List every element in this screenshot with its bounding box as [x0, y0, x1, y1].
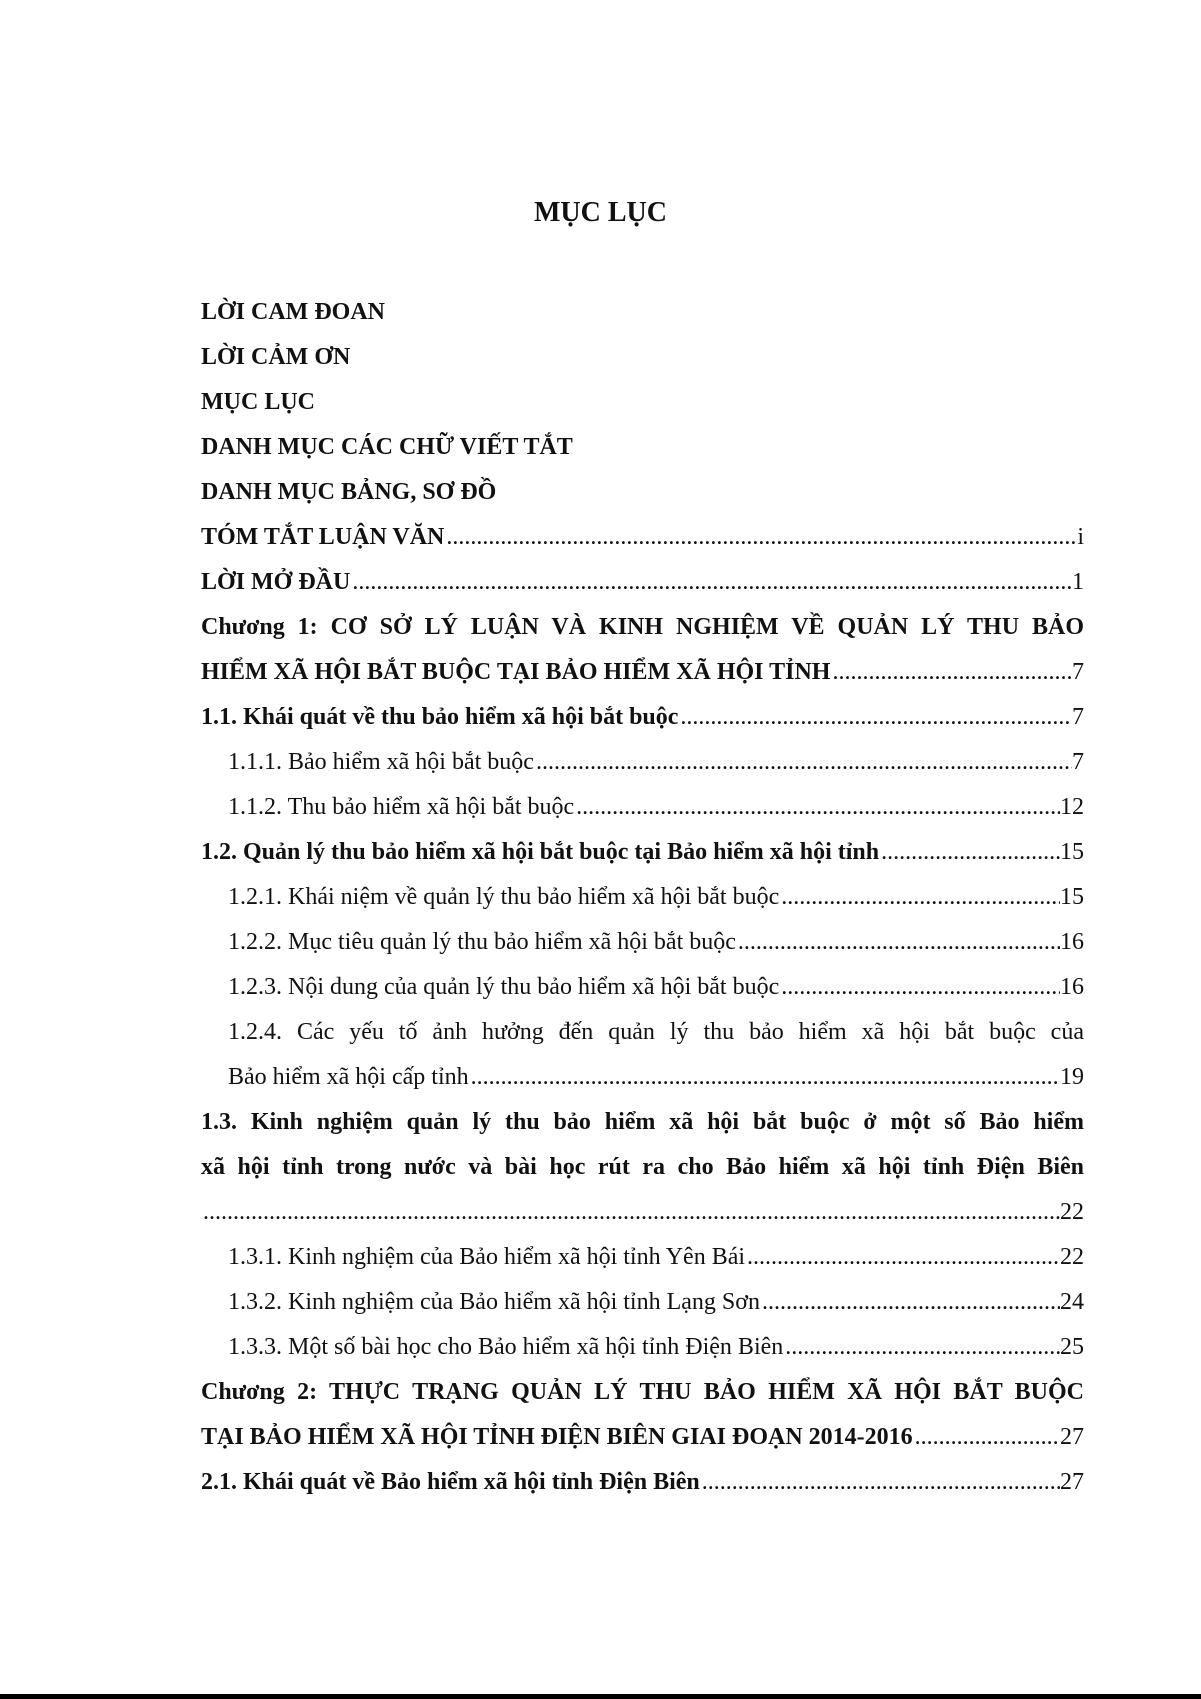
toc-entry-text: 1.2.1. Khái niệm về quản lý thu bảo hiểm xã hội bắt buộc [228, 884, 780, 910]
page-number: 27 [1060, 1469, 1084, 1495]
toc-entry-text: LỜI CẢM ƠN [201, 344, 351, 370]
dot-leader [444, 515, 1077, 560]
toc-entry [201, 875, 1084, 920]
toc-entry-text: 1.1.1. Bảo hiểm xã hội bắt buộc [228, 749, 534, 775]
dot-leader [879, 830, 1060, 875]
toc-entry-text: 1.3.2. Kinh nghiệm của Bảo hiểm xã hội tỉnh Lạng Sơn [228, 1289, 760, 1315]
page-number: 16 [1060, 974, 1084, 1000]
table-of-contents [201, 290, 1084, 1505]
toc-entry-text: DANH MỤC CÁC CHỮ VIẾT TẮT [201, 434, 573, 460]
toc-entry [201, 740, 1084, 785]
toc-entry-text: LỜI MỞ ĐẦU [201, 569, 351, 595]
page-number: 1 [1072, 569, 1084, 595]
dot-leader [830, 650, 1072, 695]
toc-entry [201, 965, 1084, 1010]
toc-entry-text: TẠI BẢO HIỂM XÃ HỘI TỈNH ĐIỆN BIÊN GIAI ĐOẠN 2014-2016 [201, 1424, 913, 1450]
page-number: 15 [1060, 839, 1084, 865]
toc-entry [201, 515, 1084, 560]
dot-leader [913, 1415, 1060, 1460]
toc-entry-text: 1.1.2. Thu bảo hiểm xã hội bắt buộc [228, 794, 575, 820]
toc-entry-text: TÓM TẮT LUẬN VĂN [201, 524, 445, 550]
page-number: i [1077, 524, 1084, 550]
toc-entry-text: Chương 2: THỰC TRẠNG QUẢN LÝ THU BẢO HIỂM XÃ HỘI BẮT BUỘC [201, 1379, 1084, 1405]
page-bottom-border [0, 1694, 1201, 1699]
dot-leader [534, 740, 1072, 785]
dot-leader [760, 1280, 1060, 1325]
toc-entry-text: 1.2.3. Nội dung của quản lý thu bảo hiểm xã hội bắt buộc [228, 974, 780, 1000]
toc-entry-text: 1.1. Khái quát về thu bảo hiểm xã hội bắt buộc [201, 704, 679, 730]
toc-entry [201, 470, 1084, 515]
toc-entry-text: 1.2.4. Các yếu tố ảnh hưởng đến quản lý thu bảo hiểm xã hội bắt buộc của [228, 1019, 1084, 1045]
toc-entry-line1 [201, 1370, 1084, 1415]
dot-leader [469, 1055, 1060, 1100]
toc-entry [201, 830, 1084, 875]
dot-leader [700, 1460, 1060, 1505]
page-number: 19 [1060, 1064, 1084, 1090]
toc-entry [201, 1280, 1084, 1325]
toc-entry [201, 290, 1084, 335]
toc-entry [201, 335, 1084, 380]
page-number: 24 [1060, 1289, 1084, 1315]
toc-entry-text: 1.3. Kinh nghiệm quản lý thu bảo hiểm xã hội bắt buộc ở một số Bảo hiểm [201, 1109, 1084, 1135]
toc-entry-line2 [201, 650, 1084, 695]
toc-entry-text: DANH MỤC BẢNG, SƠ ĐỒ [201, 479, 497, 505]
toc-entry-text: 1.3.3. Một số bài học cho Bảo hiểm xã hội tỉnh Điện Biên [228, 1334, 784, 1360]
toc-entry-line1 [201, 605, 1084, 650]
toc-entry-text: Bảo hiểm xã hội cấp tỉnh [228, 1064, 469, 1090]
toc-entry-text: LỜI CAM ĐOAN [201, 299, 385, 325]
dot-leader [779, 965, 1060, 1010]
toc-entry-text: HIỂM XÃ HỘI BẮT BUỘC TẠI BẢO HIỂM XÃ HỘI TỈNH [201, 659, 831, 685]
toc-entry [201, 920, 1084, 965]
toc-entry [201, 695, 1084, 740]
page-number: 15 [1060, 884, 1084, 910]
toc-entry [201, 560, 1084, 605]
page-number: 16 [1060, 929, 1084, 955]
toc-entry-text: 1.2. Quản lý thu bảo hiểm xã hội bắt buộc tại Bảo hiểm xã hội tỉnh [201, 839, 880, 865]
page-number: 22 [1060, 1244, 1084, 1270]
page-number: 7 [1072, 749, 1084, 775]
dot-leader [678, 695, 1072, 740]
toc-entry [201, 1325, 1084, 1370]
toc-entry-text: 1.2.2. Mục tiêu quản lý thu bảo hiểm xã hội bắt buộc [228, 929, 736, 955]
dot-leader [779, 875, 1060, 920]
page-number: 7 [1072, 659, 1084, 685]
toc-entry [201, 425, 1084, 470]
toc-entry-line3 [201, 1190, 1084, 1235]
toc-entry [201, 1460, 1084, 1505]
toc-entry-line2 [201, 1145, 1084, 1190]
page-number: 27 [1060, 1424, 1084, 1450]
dot-leader [745, 1235, 1060, 1280]
dot-leader [736, 920, 1060, 965]
toc-entry-line2 [201, 1415, 1084, 1460]
toc-entry-text: xã hội tỉnh trong nước và bài học rút ra cho Bảo hiểm xã hội tỉnh Điện Biên [201, 1154, 1084, 1180]
toc-entry [201, 1235, 1084, 1280]
page-number: 12 [1060, 794, 1084, 820]
toc-entry-line1 [201, 1010, 1084, 1055]
dot-leader [574, 785, 1060, 830]
page-number: 7 [1072, 704, 1084, 730]
dot-leader [201, 1190, 1060, 1235]
toc-entry-line2 [201, 1055, 1084, 1100]
toc-entry-text: MỤC LỤC [201, 389, 315, 415]
toc-entry [201, 380, 1084, 425]
dot-leader [350, 560, 1072, 605]
toc-entry-text: Chương 1: CƠ SỞ LÝ LUẬN VÀ KINH NGHIỆM VỀ QUẢN LÝ THU BẢO [201, 614, 1084, 640]
toc-entry-text: 1.3.1. Kinh nghiệm của Bảo hiểm xã hội tỉnh Yên Bái [228, 1244, 746, 1270]
page-number: 22 [1060, 1199, 1084, 1225]
toc-entry [201, 785, 1084, 830]
toc-entry-text: 2.1. Khái quát về Bảo hiểm xã hội tỉnh Điện Biên [201, 1469, 700, 1495]
page-number: 25 [1060, 1334, 1084, 1360]
toc-entry-line1 [201, 1100, 1084, 1145]
dot-leader [783, 1325, 1060, 1370]
page-title: MỤC LỤC [534, 197, 667, 228]
